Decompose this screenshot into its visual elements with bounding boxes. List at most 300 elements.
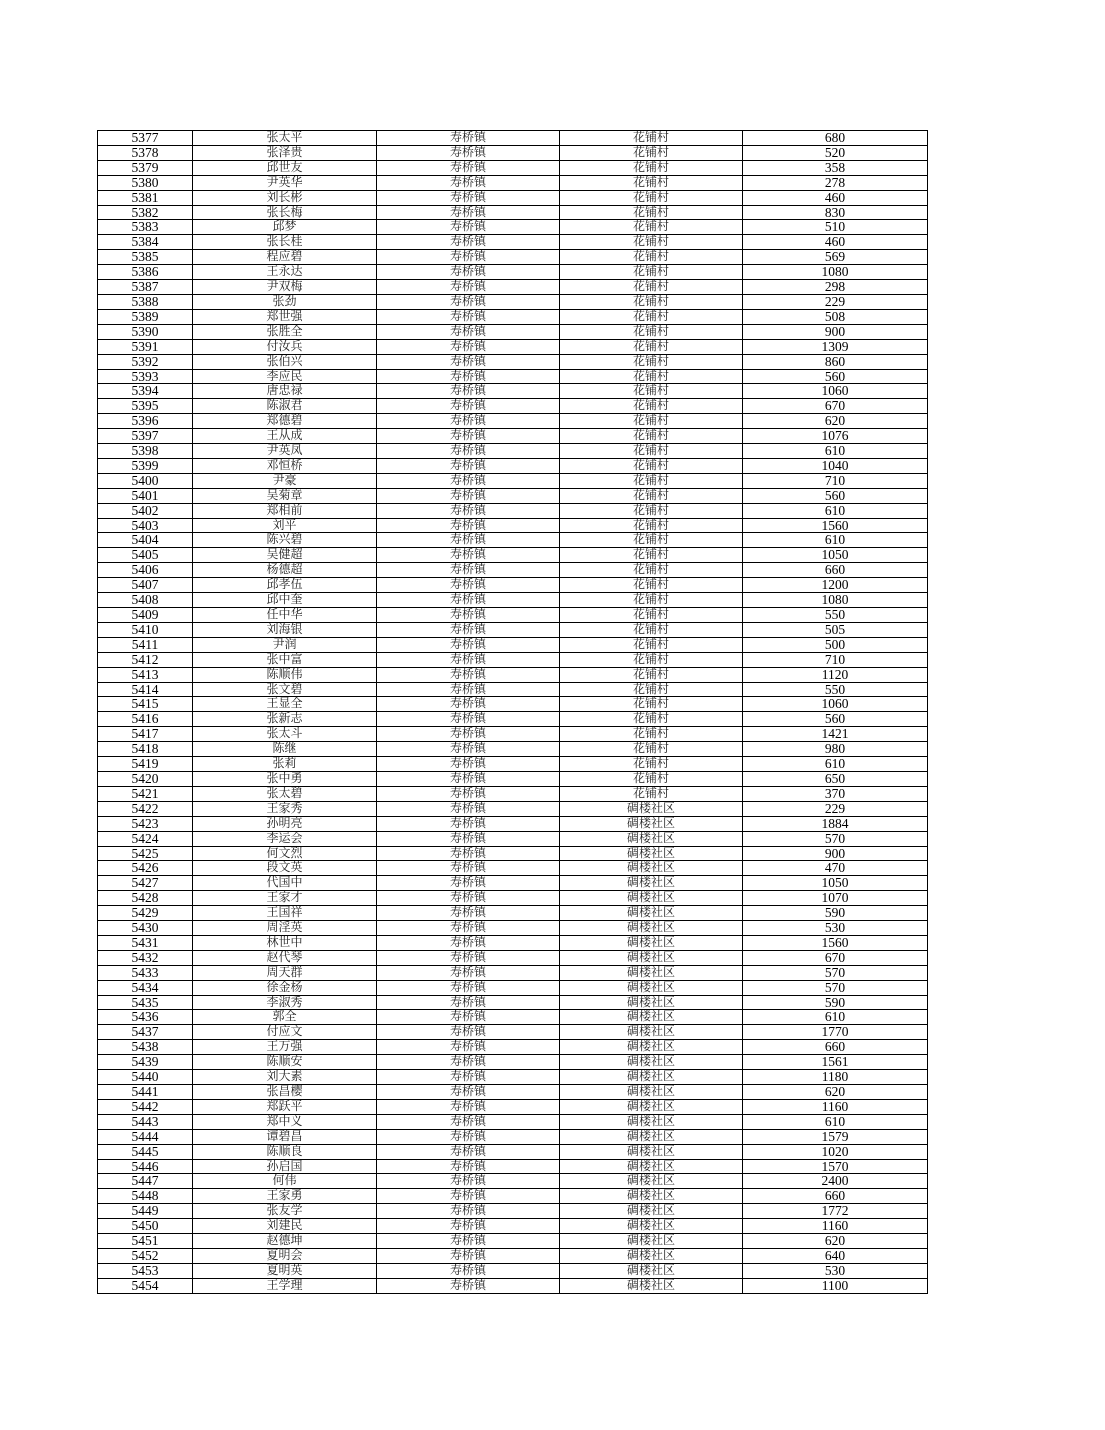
cell-village: 花铺村: [560, 294, 743, 309]
cell-village: 碉楼社区: [560, 1278, 743, 1293]
cell-town: 寿桥镇: [377, 771, 560, 786]
cell-name: 李运会: [193, 831, 377, 846]
cell-index: 5408: [98, 593, 193, 608]
cell-name: 刘长彬: [193, 190, 377, 205]
cell-index: 5442: [98, 1099, 193, 1114]
cell-amount: 370: [743, 786, 928, 801]
cell-town: 寿桥镇: [377, 1189, 560, 1204]
cell-town: 寿桥镇: [377, 1099, 560, 1114]
cell-amount: 550: [743, 682, 928, 697]
table-row: [98, 637, 928, 652]
table-row: [98, 980, 928, 995]
table-row: [98, 801, 928, 816]
table-row: [98, 1025, 928, 1040]
cell-name: 唐忠禄: [193, 384, 377, 399]
cell-town: 寿桥镇: [377, 1248, 560, 1263]
cell-town: 寿桥镇: [377, 294, 560, 309]
cell-town: 寿桥镇: [377, 1114, 560, 1129]
cell-name: 周淫英: [193, 921, 377, 936]
table-row: [98, 1248, 928, 1263]
cell-village: 花铺村: [560, 667, 743, 682]
table-row: [98, 697, 928, 712]
cell-name: 张长梅: [193, 205, 377, 220]
cell-name: 付汝兵: [193, 339, 377, 354]
cell-town: 寿桥镇: [377, 1055, 560, 1070]
cell-name: 吴菊章: [193, 488, 377, 503]
cell-town: 寿桥镇: [377, 846, 560, 861]
cell-amount: 1060: [743, 697, 928, 712]
cell-index: 5409: [98, 608, 193, 623]
cell-index: 5454: [98, 1278, 193, 1293]
cell-amount: 610: [743, 1114, 928, 1129]
cell-amount: 590: [743, 906, 928, 921]
cell-index: 5381: [98, 190, 193, 205]
table-row: [98, 429, 928, 444]
cell-amount: 500: [743, 637, 928, 652]
cell-name: 邱孝伍: [193, 578, 377, 593]
cell-amount: 1561: [743, 1055, 928, 1070]
cell-index: 5452: [98, 1248, 193, 1263]
cell-town: 寿桥镇: [377, 473, 560, 488]
table-row: [98, 414, 928, 429]
cell-amount: 1160: [743, 1219, 928, 1234]
cell-index: 5384: [98, 235, 193, 250]
cell-village: 碉楼社区: [560, 876, 743, 891]
cell-index: 5391: [98, 339, 193, 354]
table-row: [98, 488, 928, 503]
cell-town: 寿桥镇: [377, 1010, 560, 1025]
table-row: [98, 190, 928, 205]
cell-index: 5380: [98, 175, 193, 190]
cell-name: 陈顺伟: [193, 667, 377, 682]
cell-name: 吴健超: [193, 548, 377, 563]
cell-amount: 1020: [743, 1144, 928, 1159]
cell-name: 郑中义: [193, 1114, 377, 1129]
cell-name: 段文英: [193, 861, 377, 876]
cell-village: 碉楼社区: [560, 950, 743, 965]
cell-name: 夏明会: [193, 1248, 377, 1263]
cell-amount: 610: [743, 1010, 928, 1025]
cell-name: 李淑秀: [193, 995, 377, 1010]
cell-index: 5402: [98, 503, 193, 518]
cell-name: 陈淑君: [193, 399, 377, 414]
cell-town: 寿桥镇: [377, 175, 560, 190]
cell-town: 寿桥镇: [377, 369, 560, 384]
cell-town: 寿桥镇: [377, 145, 560, 160]
cell-amount: 470: [743, 861, 928, 876]
table-row: [98, 265, 928, 280]
cell-index: 5437: [98, 1025, 193, 1040]
cell-town: 寿桥镇: [377, 235, 560, 250]
cell-village: 碉楼社区: [560, 891, 743, 906]
table-row: [98, 1055, 928, 1070]
cell-name: 郑世强: [193, 309, 377, 324]
cell-name: 刘建民: [193, 1219, 377, 1234]
cell-amount: 560: [743, 712, 928, 727]
cell-name: 陈兴碧: [193, 533, 377, 548]
cell-village: 花铺村: [560, 697, 743, 712]
cell-name: 邱世友: [193, 160, 377, 175]
cell-name: 徐金杨: [193, 980, 377, 995]
table-row: [98, 667, 928, 682]
cell-index: 5385: [98, 250, 193, 265]
cell-village: 花铺村: [560, 786, 743, 801]
table-row: [98, 250, 928, 265]
cell-village: 碉楼社区: [560, 1010, 743, 1025]
table-row: [98, 1234, 928, 1249]
cell-town: 寿桥镇: [377, 712, 560, 727]
cell-amount: 620: [743, 414, 928, 429]
cell-amount: 1080: [743, 593, 928, 608]
cell-name: 张新志: [193, 712, 377, 727]
cell-town: 寿桥镇: [377, 324, 560, 339]
cell-town: 寿桥镇: [377, 533, 560, 548]
cell-town: 寿桥镇: [377, 1234, 560, 1249]
cell-index: 5434: [98, 980, 193, 995]
cell-village: 碉楼社区: [560, 861, 743, 876]
table-row: [98, 891, 928, 906]
cell-amount: 570: [743, 965, 928, 980]
cell-index: 5397: [98, 429, 193, 444]
cell-village: 碉楼社区: [560, 1025, 743, 1040]
cell-amount: 1050: [743, 548, 928, 563]
cell-town: 寿桥镇: [377, 786, 560, 801]
cell-town: 寿桥镇: [377, 980, 560, 995]
cell-index: 5440: [98, 1070, 193, 1085]
cell-town: 寿桥镇: [377, 1025, 560, 1040]
cell-index: 5388: [98, 294, 193, 309]
cell-village: 碉楼社区: [560, 1144, 743, 1159]
cell-town: 寿桥镇: [377, 995, 560, 1010]
cell-village: 碉楼社区: [560, 1055, 743, 1070]
cell-index: 5379: [98, 160, 193, 175]
table-row: [98, 771, 928, 786]
table-row: [98, 384, 928, 399]
cell-amount: 860: [743, 354, 928, 369]
cell-index: 5417: [98, 727, 193, 742]
table-row: [98, 548, 928, 563]
table-row: [98, 965, 928, 980]
cell-amount: 570: [743, 980, 928, 995]
cell-town: 寿桥镇: [377, 816, 560, 831]
cell-amount: 1309: [743, 339, 928, 354]
cell-name: 王永达: [193, 265, 377, 280]
cell-amount: 620: [743, 1085, 928, 1100]
cell-village: 碉楼社区: [560, 965, 743, 980]
cell-index: 5450: [98, 1219, 193, 1234]
cell-town: 寿桥镇: [377, 503, 560, 518]
table-row: [98, 309, 928, 324]
cell-name: 尹英凤: [193, 444, 377, 459]
cell-village: 花铺村: [560, 548, 743, 563]
cell-index: 5395: [98, 399, 193, 414]
table-row: [98, 861, 928, 876]
cell-village: 碉楼社区: [560, 921, 743, 936]
cell-village: 花铺村: [560, 399, 743, 414]
cell-index: 5413: [98, 667, 193, 682]
cell-village: 花铺村: [560, 220, 743, 235]
cell-index: 5386: [98, 265, 193, 280]
cell-amount: 1200: [743, 578, 928, 593]
cell-village: 花铺村: [560, 324, 743, 339]
cell-index: 5400: [98, 473, 193, 488]
cell-town: 寿桥镇: [377, 831, 560, 846]
cell-town: 寿桥镇: [377, 1278, 560, 1293]
cell-village: 花铺村: [560, 444, 743, 459]
cell-index: 5414: [98, 682, 193, 697]
cell-index: 5419: [98, 757, 193, 772]
cell-town: 寿桥镇: [377, 652, 560, 667]
cell-index: 5415: [98, 697, 193, 712]
cell-town: 寿桥镇: [377, 205, 560, 220]
cell-amount: 980: [743, 742, 928, 757]
cell-index: 5429: [98, 906, 193, 921]
table-row: [98, 921, 928, 936]
cell-town: 寿桥镇: [377, 488, 560, 503]
cell-amount: 560: [743, 488, 928, 503]
cell-town: 寿桥镇: [377, 950, 560, 965]
cell-index: 5421: [98, 786, 193, 801]
cell-village: 碉楼社区: [560, 1174, 743, 1189]
cell-name: 张太平: [193, 131, 377, 146]
table-row: [98, 533, 928, 548]
cell-name: 张中富: [193, 652, 377, 667]
cell-name: 王学理: [193, 1278, 377, 1293]
table-row: [98, 145, 928, 160]
cell-index: 5425: [98, 846, 193, 861]
cell-village: 花铺村: [560, 384, 743, 399]
cell-town: 寿桥镇: [377, 1129, 560, 1144]
table-row: [98, 1144, 928, 1159]
cell-village: 花铺村: [560, 533, 743, 548]
cell-index: 5390: [98, 324, 193, 339]
cell-village: 花铺村: [560, 414, 743, 429]
cell-town: 寿桥镇: [377, 563, 560, 578]
cell-village: 花铺村: [560, 160, 743, 175]
cell-index: 5392: [98, 354, 193, 369]
cell-name: 王万强: [193, 1040, 377, 1055]
cell-town: 寿桥镇: [377, 593, 560, 608]
cell-index: 5427: [98, 876, 193, 891]
cell-amount: 560: [743, 369, 928, 384]
cell-name: 张胜全: [193, 324, 377, 339]
cell-village: 花铺村: [560, 473, 743, 488]
cell-town: 寿桥镇: [377, 131, 560, 146]
cell-village: 花铺村: [560, 235, 743, 250]
cell-name: 邱梦: [193, 220, 377, 235]
cell-village: 花铺村: [560, 145, 743, 160]
cell-amount: 710: [743, 652, 928, 667]
cell-index: 5430: [98, 921, 193, 936]
cell-amount: 1560: [743, 935, 928, 950]
cell-index: 5433: [98, 965, 193, 980]
cell-amount: 1100: [743, 1278, 928, 1293]
cell-village: 花铺村: [560, 190, 743, 205]
cell-town: 寿桥镇: [377, 1219, 560, 1234]
cell-town: 寿桥镇: [377, 1159, 560, 1174]
cell-name: 刘平: [193, 518, 377, 533]
table-row: [98, 906, 928, 921]
cell-name: 郭全: [193, 1010, 377, 1025]
cell-index: 5432: [98, 950, 193, 965]
cell-village: 花铺村: [560, 771, 743, 786]
cell-amount: 2400: [743, 1174, 928, 1189]
cell-amount: 550: [743, 608, 928, 623]
cell-name: 何伟: [193, 1174, 377, 1189]
cell-village: 花铺村: [560, 712, 743, 727]
cell-town: 寿桥镇: [377, 444, 560, 459]
cell-index: 5394: [98, 384, 193, 399]
cell-index: 5407: [98, 578, 193, 593]
cell-town: 寿桥镇: [377, 667, 560, 682]
cell-town: 寿桥镇: [377, 384, 560, 399]
table-row: [98, 1204, 928, 1219]
cell-town: 寿桥镇: [377, 429, 560, 444]
cell-index: 5420: [98, 771, 193, 786]
cell-town: 寿桥镇: [377, 548, 560, 563]
cell-amount: 1120: [743, 667, 928, 682]
cell-name: 王从成: [193, 429, 377, 444]
cell-index: 5398: [98, 444, 193, 459]
table-row: [98, 578, 928, 593]
cell-index: 5387: [98, 280, 193, 295]
cell-amount: 660: [743, 1189, 928, 1204]
table-row: [98, 846, 928, 861]
cell-village: 碉楼社区: [560, 1099, 743, 1114]
cell-amount: 460: [743, 235, 928, 250]
table-row: [98, 354, 928, 369]
cell-town: 寿桥镇: [377, 1204, 560, 1219]
cell-town: 寿桥镇: [377, 265, 560, 280]
table-row: [98, 622, 928, 637]
cell-name: 刘大素: [193, 1070, 377, 1085]
cell-village: 碉楼社区: [560, 995, 743, 1010]
cell-town: 寿桥镇: [377, 399, 560, 414]
cell-name: 李应民: [193, 369, 377, 384]
cell-amount: 620: [743, 1234, 928, 1249]
cell-name: 邓恒桥: [193, 458, 377, 473]
cell-town: 寿桥镇: [377, 309, 560, 324]
cell-name: 陈继: [193, 742, 377, 757]
cell-name: 张友学: [193, 1204, 377, 1219]
table-row: [98, 950, 928, 965]
cell-town: 寿桥镇: [377, 1174, 560, 1189]
table-row: [98, 1085, 928, 1100]
cell-name: 陈顺安: [193, 1055, 377, 1070]
table-row: [98, 652, 928, 667]
cell-name: 张泽贵: [193, 145, 377, 160]
cell-town: 寿桥镇: [377, 220, 560, 235]
cell-name: 陈顺良: [193, 1144, 377, 1159]
cell-amount: 1050: [743, 876, 928, 891]
table-row: [98, 995, 928, 1010]
cell-amount: 229: [743, 294, 928, 309]
table-row: [98, 1263, 928, 1278]
cell-index: 5447: [98, 1174, 193, 1189]
cell-amount: 590: [743, 995, 928, 1010]
cell-village: 碉楼社区: [560, 1085, 743, 1100]
table-row: [98, 131, 928, 146]
cell-index: 5444: [98, 1129, 193, 1144]
cell-amount: 460: [743, 190, 928, 205]
table-row: [98, 473, 928, 488]
cell-index: 5377: [98, 131, 193, 146]
cell-index: 5446: [98, 1159, 193, 1174]
cell-village: 花铺村: [560, 354, 743, 369]
table-row: [98, 280, 928, 295]
cell-village: 碉楼社区: [560, 1159, 743, 1174]
cell-village: 花铺村: [560, 265, 743, 280]
cell-name: 张中勇: [193, 771, 377, 786]
cell-town: 寿桥镇: [377, 1040, 560, 1055]
cell-name: 张长桂: [193, 235, 377, 250]
cell-village: 花铺村: [560, 503, 743, 518]
cell-village: 花铺村: [560, 488, 743, 503]
cell-name: 孙启国: [193, 1159, 377, 1174]
table-row: [98, 816, 928, 831]
cell-town: 寿桥镇: [377, 861, 560, 876]
cell-index: 5441: [98, 1085, 193, 1100]
cell-name: 张昌樱: [193, 1085, 377, 1100]
table-row: [98, 742, 928, 757]
cell-village: 花铺村: [560, 280, 743, 295]
cell-index: 5389: [98, 309, 193, 324]
cell-index: 5401: [98, 488, 193, 503]
cell-town: 寿桥镇: [377, 414, 560, 429]
cell-index: 5378: [98, 145, 193, 160]
cell-town: 寿桥镇: [377, 637, 560, 652]
cell-amount: 1772: [743, 1204, 928, 1219]
cell-index: 5411: [98, 637, 193, 652]
cell-village: 碉楼社区: [560, 1040, 743, 1055]
cell-village: 花铺村: [560, 652, 743, 667]
table-row: [98, 324, 928, 339]
cell-town: 寿桥镇: [377, 608, 560, 623]
cell-amount: 1884: [743, 816, 928, 831]
cell-town: 寿桥镇: [377, 354, 560, 369]
cell-index: 5410: [98, 622, 193, 637]
cell-village: 碉楼社区: [560, 801, 743, 816]
cell-amount: 520: [743, 145, 928, 160]
cell-index: 5438: [98, 1040, 193, 1055]
cell-town: 寿桥镇: [377, 891, 560, 906]
cell-village: 碉楼社区: [560, 1070, 743, 1085]
cell-index: 5396: [98, 414, 193, 429]
cell-town: 寿桥镇: [377, 622, 560, 637]
cell-index: 5418: [98, 742, 193, 757]
cell-town: 寿桥镇: [377, 1085, 560, 1100]
cell-town: 寿桥镇: [377, 339, 560, 354]
cell-town: 寿桥镇: [377, 280, 560, 295]
table-row: [98, 1219, 928, 1234]
cell-index: 5443: [98, 1114, 193, 1129]
cell-amount: 710: [743, 473, 928, 488]
table-row: [98, 786, 928, 801]
cell-index: 5448: [98, 1189, 193, 1204]
cell-village: 花铺村: [560, 563, 743, 578]
table-row: [98, 1070, 928, 1085]
cell-index: 5399: [98, 458, 193, 473]
table-row: [98, 205, 928, 220]
table-row: [98, 1189, 928, 1204]
cell-name: 尹英华: [193, 175, 377, 190]
cell-amount: 530: [743, 921, 928, 936]
cell-amount: 610: [743, 444, 928, 459]
table-row: [98, 458, 928, 473]
table-row: [98, 518, 928, 533]
cell-amount: 505: [743, 622, 928, 637]
cell-village: 花铺村: [560, 757, 743, 772]
